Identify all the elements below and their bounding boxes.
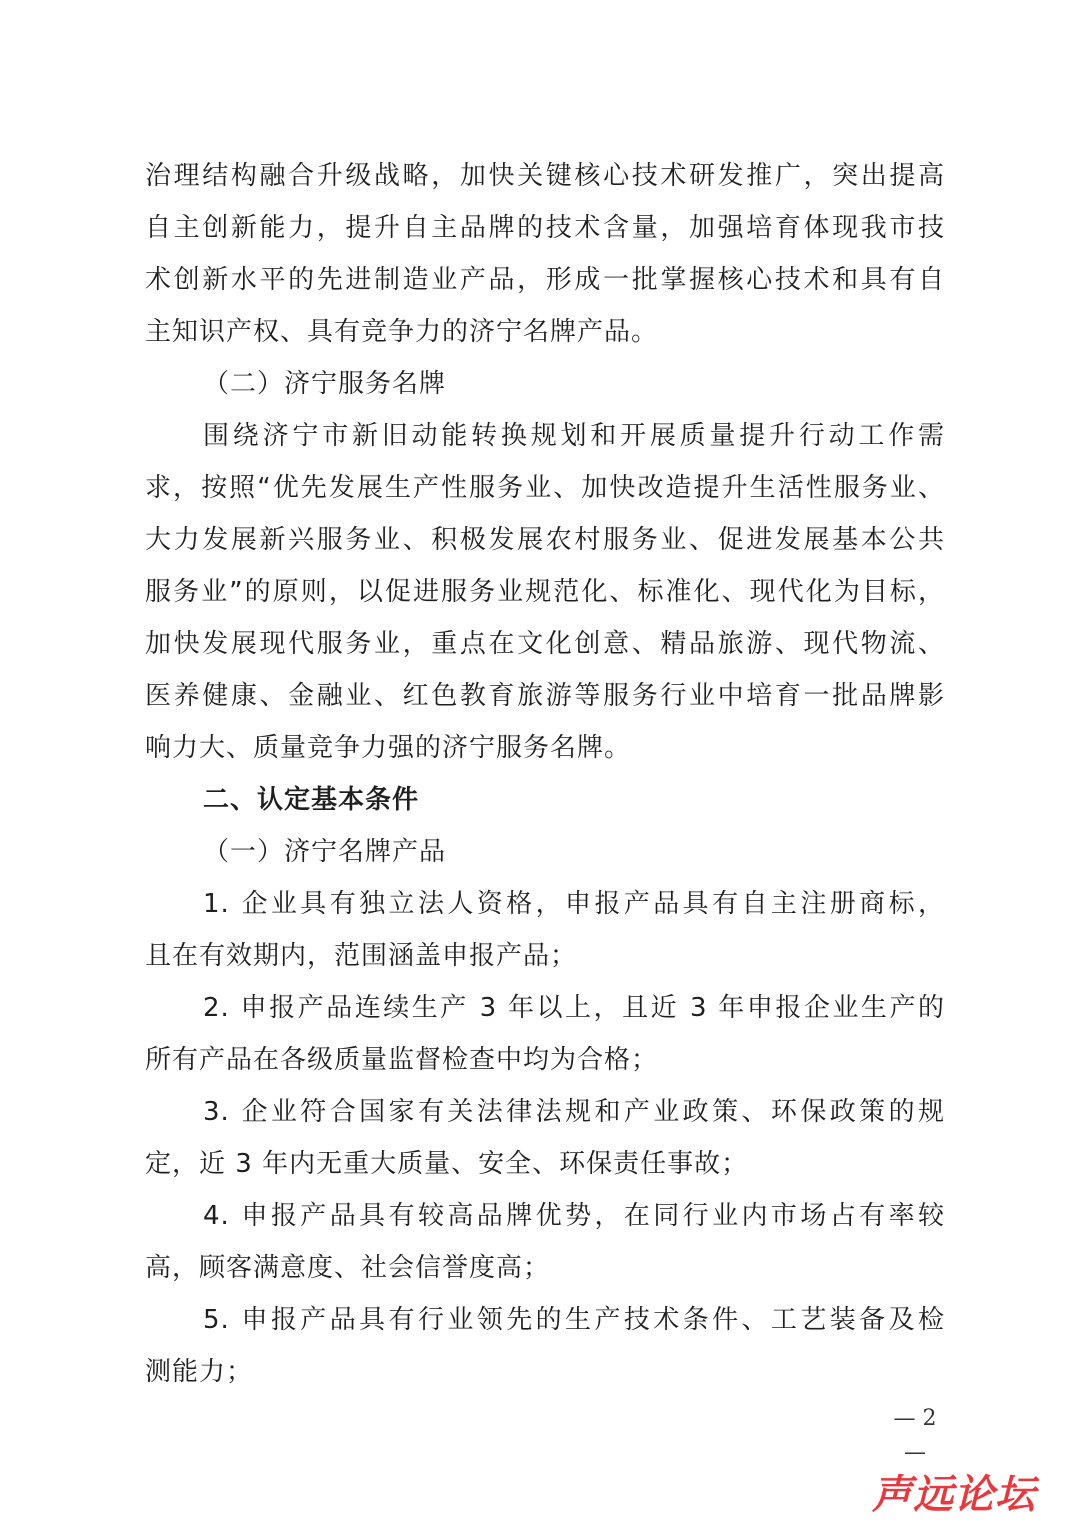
watermark-logo: 声远论坛	[872, 1472, 1036, 1518]
list-item-line: 定，近 3 年内无重大质量、安全、环保责任事故；	[145, 1149, 749, 1179]
list-item-line: 高，顾客满意度、社会信誉度高；	[145, 1253, 551, 1283]
section-heading: 二、认定基本条件	[203, 785, 420, 815]
body-line: 医养健康、金融业、红色教育旅游等服务行业中培育一批品牌影	[145, 681, 945, 711]
page-number: — 2 —	[893, 1406, 937, 1465]
list-item-line: 2. 申报产品连续生产 3 年以上，且近 3 年申报企业生产的	[203, 993, 945, 1023]
body-line: 主知识产权、具有竞争力的济宁名牌产品。	[145, 317, 659, 347]
list-item-line: 所有产品在各级质量监督检查中均为合格；	[145, 1045, 659, 1075]
body-line: 自主创新能力，提升自主品牌的技术含量，加强培育体现我市技	[145, 213, 945, 243]
body-line: 术创新水平的先进制造业产品，形成一批掌握核心技术和具有自	[145, 265, 945, 295]
list-item-line: 4. 申报产品具有较高品牌优势，在同行业内市场占有率较	[203, 1201, 945, 1231]
body-line: 响力大、质量竞争力强的济宁服务名牌。	[145, 733, 632, 763]
body-line: 治理结构融合升级战略，加快关键核心技术研发推广，突出提高	[145, 161, 945, 191]
list-item-line: 测能力；	[145, 1357, 254, 1387]
body-line: 求，按照“优先发展生产性服务业、加快改造提升生活性服务业、	[145, 473, 945, 503]
list-item-line: 5. 申报产品具有行业领先的生产技术条件、工艺装备及检	[203, 1305, 945, 1335]
body-line: 服务业”的原则，以促进服务业规范化、标准化、现代化为目标，	[145, 577, 945, 607]
body-line: 围绕济宁市新旧动能转换规划和开展质量提升行动工作需	[203, 421, 945, 451]
section-subheading: （二）济宁服务名牌	[203, 369, 447, 399]
list-item-line: 1. 企业具有独立法人资格，申报产品具有自主注册商标，	[203, 889, 945, 919]
list-item-line: 3. 企业符合国家有关法律法规和产业政策、环保政策的规	[203, 1097, 945, 1127]
document-body	[145, 150, 945, 1398]
list-item-line: 且在有效期内，范围涵盖申报产品；	[145, 941, 578, 971]
body-line: 加快发展现代服务业，重点在文化创意、精品旅游、现代物流、	[145, 629, 945, 659]
body-line: 大力发展新兴服务业、积极发展农村服务业、促进发展基本公共	[145, 525, 945, 555]
section-subheading: （一）济宁名牌产品	[203, 837, 447, 867]
